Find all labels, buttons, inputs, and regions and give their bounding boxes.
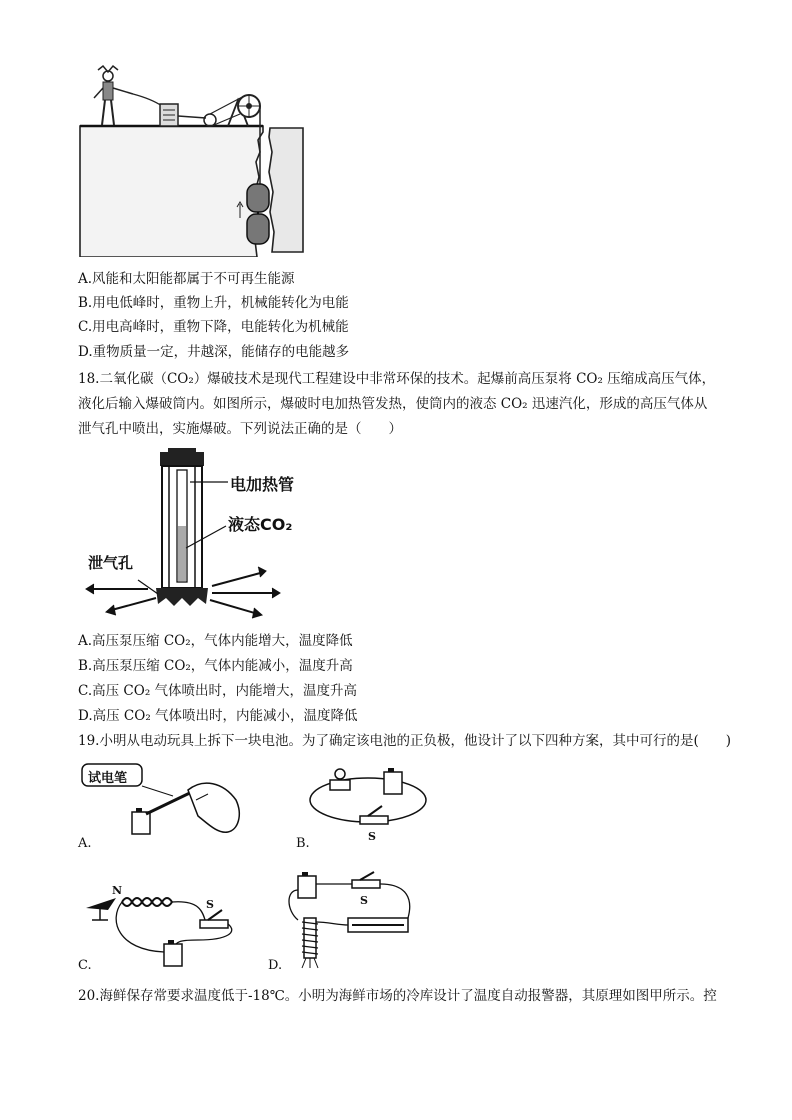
q19-figure-a (78, 760, 248, 850)
q18-stem-line-3: 泄气孔中喷出，实施爆破。下列说法正确的是（ ） (78, 421, 402, 437)
q18-stem-line-2: 液化后输入爆破筒内。如图所示，爆破时电加热管发热，使筒内的液态 CO₂ 迅速汽化，形成的高压气体从 (78, 396, 708, 412)
q17-option-b: B.用电低峰时，重物上升，机械能转化为电能 (78, 295, 349, 311)
q18-option-d: D.高压 CO₂ 气体喷出时，内能减小，温度降低 (78, 708, 358, 724)
q19-option-b: B. (296, 836, 310, 851)
q18-label-vent: 泄气孔 (88, 554, 134, 572)
q19-stem: 19.小明从电动玩具上拆下一块电池。为了确定该电池的正负极，他设计了以下四种方案，其中可行的是( ) (78, 733, 732, 749)
q18-label-heater: 电加热管 (230, 475, 295, 494)
q19-figure-c (78, 880, 248, 975)
q19-label-switch-d: S (360, 894, 368, 907)
q19-option-c: C. (78, 958, 92, 973)
q17-energy-storage-figure (78, 62, 318, 257)
q19-figure-b (296, 760, 446, 850)
q18-option-c: C.高压 CO₂ 气体喷出时，内能增大，温度升高 (78, 683, 358, 699)
q18-option-b: B.高压泵压缩 CO₂，气体内能减小，温度升高 (78, 658, 353, 674)
q17-option-c: C.用电高峰时，重物下降，电能转化为机械能 (78, 319, 349, 335)
q19-option-a: A. (78, 836, 92, 851)
q18-label-liquid-co2: 液态CO₂ (228, 515, 293, 534)
q19-label-switch-b: S (368, 830, 376, 843)
q19-label-switch-c: S (206, 898, 214, 911)
q20-stem: 20.海鲜保存常要求温度低于-18℃。小明为海鲜市场的冷库设计了温度自动报警器，其原理如图甲所示。控 (78, 988, 717, 1004)
q19-option-d: D. (268, 958, 283, 973)
q19-figure-d (268, 870, 428, 975)
q18-option-a: A.高压泵压缩 CO₂，气体内能增大，温度降低 (78, 633, 353, 649)
q19-label-north: N (112, 884, 123, 897)
q17-option-d: D.重物质量一定，井越深，能储存的电能越多 (78, 344, 350, 360)
q19-label-tester: 试电笔 (88, 771, 128, 786)
q17-option-a: A.风能和太阳能都属于不可再生能源 (78, 271, 295, 287)
q18-blasting-tube-figure (78, 448, 328, 623)
q18-stem-line-1: 18.二氧化碳（CO₂）爆破技术是现代工程建设中非常环保的技术。起爆前高压泵将 CO₂ 压缩成高压气体， (78, 371, 716, 387)
